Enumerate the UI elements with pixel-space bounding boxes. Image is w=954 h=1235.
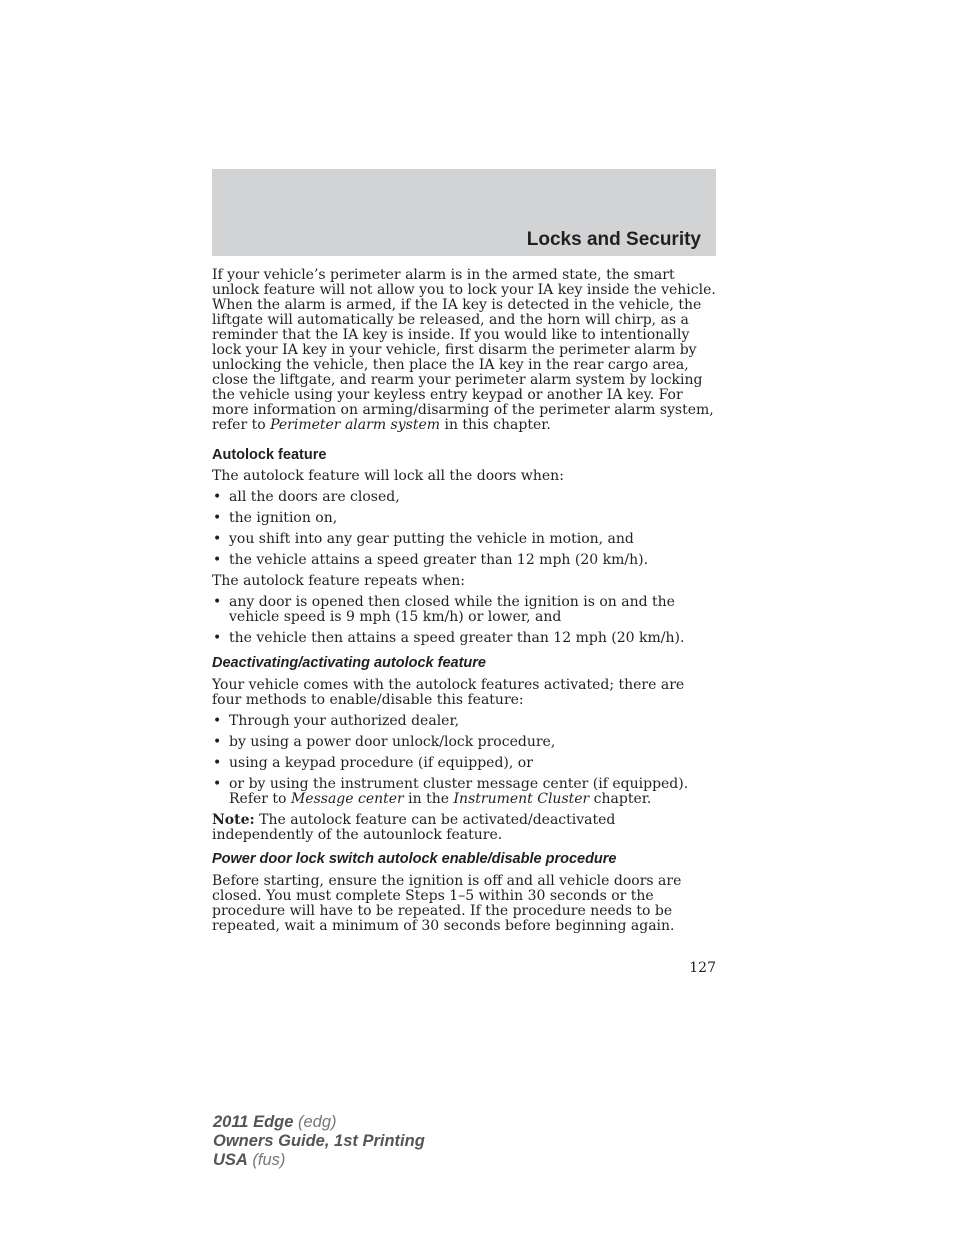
- bullet-icon: •: [213, 713, 222, 729]
- section-title: Locks and Security: [526, 229, 701, 250]
- list-item: • or by using the instrument cluster message center (if equipped). Refer to Message center in the Instrument Cluster chapter.: [213, 776, 689, 807]
- bullet-icon: •: [213, 552, 222, 568]
- autolock-heading: Autolock feature: [212, 447, 327, 463]
- page-content: [212, 268, 716, 934]
- list-item: • using a keypad procedure (if equipped), or: [213, 755, 533, 771]
- list-item: • the vehicle attains a speed greater than 12 mph (20 km/h).: [213, 552, 649, 568]
- list-item: • Through your authorized dealer,: [213, 713, 460, 729]
- deactivating-lead: Your vehicle comes with the autolock features activated; there are four methods to enable/disable this feature:: [212, 677, 685, 708]
- bullet-icon: •: [213, 531, 222, 547]
- list-item: • all the doors are closed,: [213, 489, 400, 505]
- intro-paragraph: If your vehicle’s perimeter alarm is in the armed state, the smart unlock feature will not allow you to lock your IA key inside the vehicle. When the alarm is armed, if the IA key is detected in the vehicle, the liftgate will automatically be released, and the horn will chirp, as a reminder that the IA key is inside. If you would like to intentionally lock your IA key in your vehicle, first disarm the perimeter alarm by unlocking the vehicle, then place the IA key in the rear cargo area, close the liftgate, and rearm your perimeter alarm system by locking the vehicle using your keyless entry keypad or another IA key. For more information on arming/disarming of the perimeter alarm system, refer to Perimeter alarm system in this chapter.: [212, 267, 716, 433]
- power-door-heading: Power door lock switch autolock enable/disable procedure: [212, 851, 617, 867]
- autolock-lead-2: The autolock feature repeats when:: [212, 573, 465, 589]
- footer-line-2: Owners Guide, 1st Printing: [213, 1132, 425, 1150]
- bullet-icon: •: [213, 755, 222, 771]
- instrument-cluster-reference: Instrument Cluster: [453, 791, 590, 807]
- bullet-icon: •: [213, 630, 222, 646]
- autolock-lead-1: The autolock feature will lock all the doors when:: [212, 468, 564, 484]
- bullet-icon: •: [213, 734, 222, 750]
- note-paragraph: Note: The autolock feature can be activated/deactivated independently of the autounlock feature.: [212, 812, 616, 843]
- list-item: • any door is opened then closed while the ignition is on and the vehicle speed is 9 mph (15 km/h) or lower, and: [213, 594, 675, 625]
- page-number: 127: [689, 960, 716, 976]
- footer-line-1: 2011 Edge (edg): [213, 1113, 337, 1131]
- list-item: • the ignition on,: [213, 510, 338, 526]
- section-header-band: [212, 169, 716, 256]
- power-door-paragraph: Before starting, ensure the ignition is off and all vehicle doors are closed. You must complete Steps 1–5 within 30 seconds or the procedure will have to be repeated. If the procedure needs to be repeated, wait a minimum of 30 seconds before beginning again.: [212, 873, 682, 934]
- note-label: Note:: [212, 812, 255, 828]
- bullet-icon: •: [213, 776, 222, 792]
- list-item: • by using a power door unlock/lock procedure,: [213, 734, 556, 750]
- bullet-icon: •: [213, 594, 222, 610]
- bullet-icon: •: [213, 489, 222, 505]
- perimeter-alarm-reference: Perimeter alarm system: [270, 417, 441, 433]
- footer-line-3: USA (fus): [213, 1151, 286, 1169]
- spacer: [212, 843, 716, 851]
- autolock-conditions-list: [212, 490, 716, 568]
- deactivating-heading: Deactivating/activating autolock feature: [212, 655, 486, 671]
- deactivating-methods-list: [212, 714, 716, 807]
- autolock-repeat-list: [212, 595, 716, 646]
- list-item: • you shift into any gear putting the vehicle in motion, and: [213, 531, 634, 547]
- message-center-reference: Message center: [290, 791, 404, 807]
- list-item: • the vehicle then attains a speed greater than 12 mph (20 km/h).: [213, 630, 685, 646]
- bullet-icon: •: [213, 510, 222, 526]
- document-footer: [213, 1113, 425, 1170]
